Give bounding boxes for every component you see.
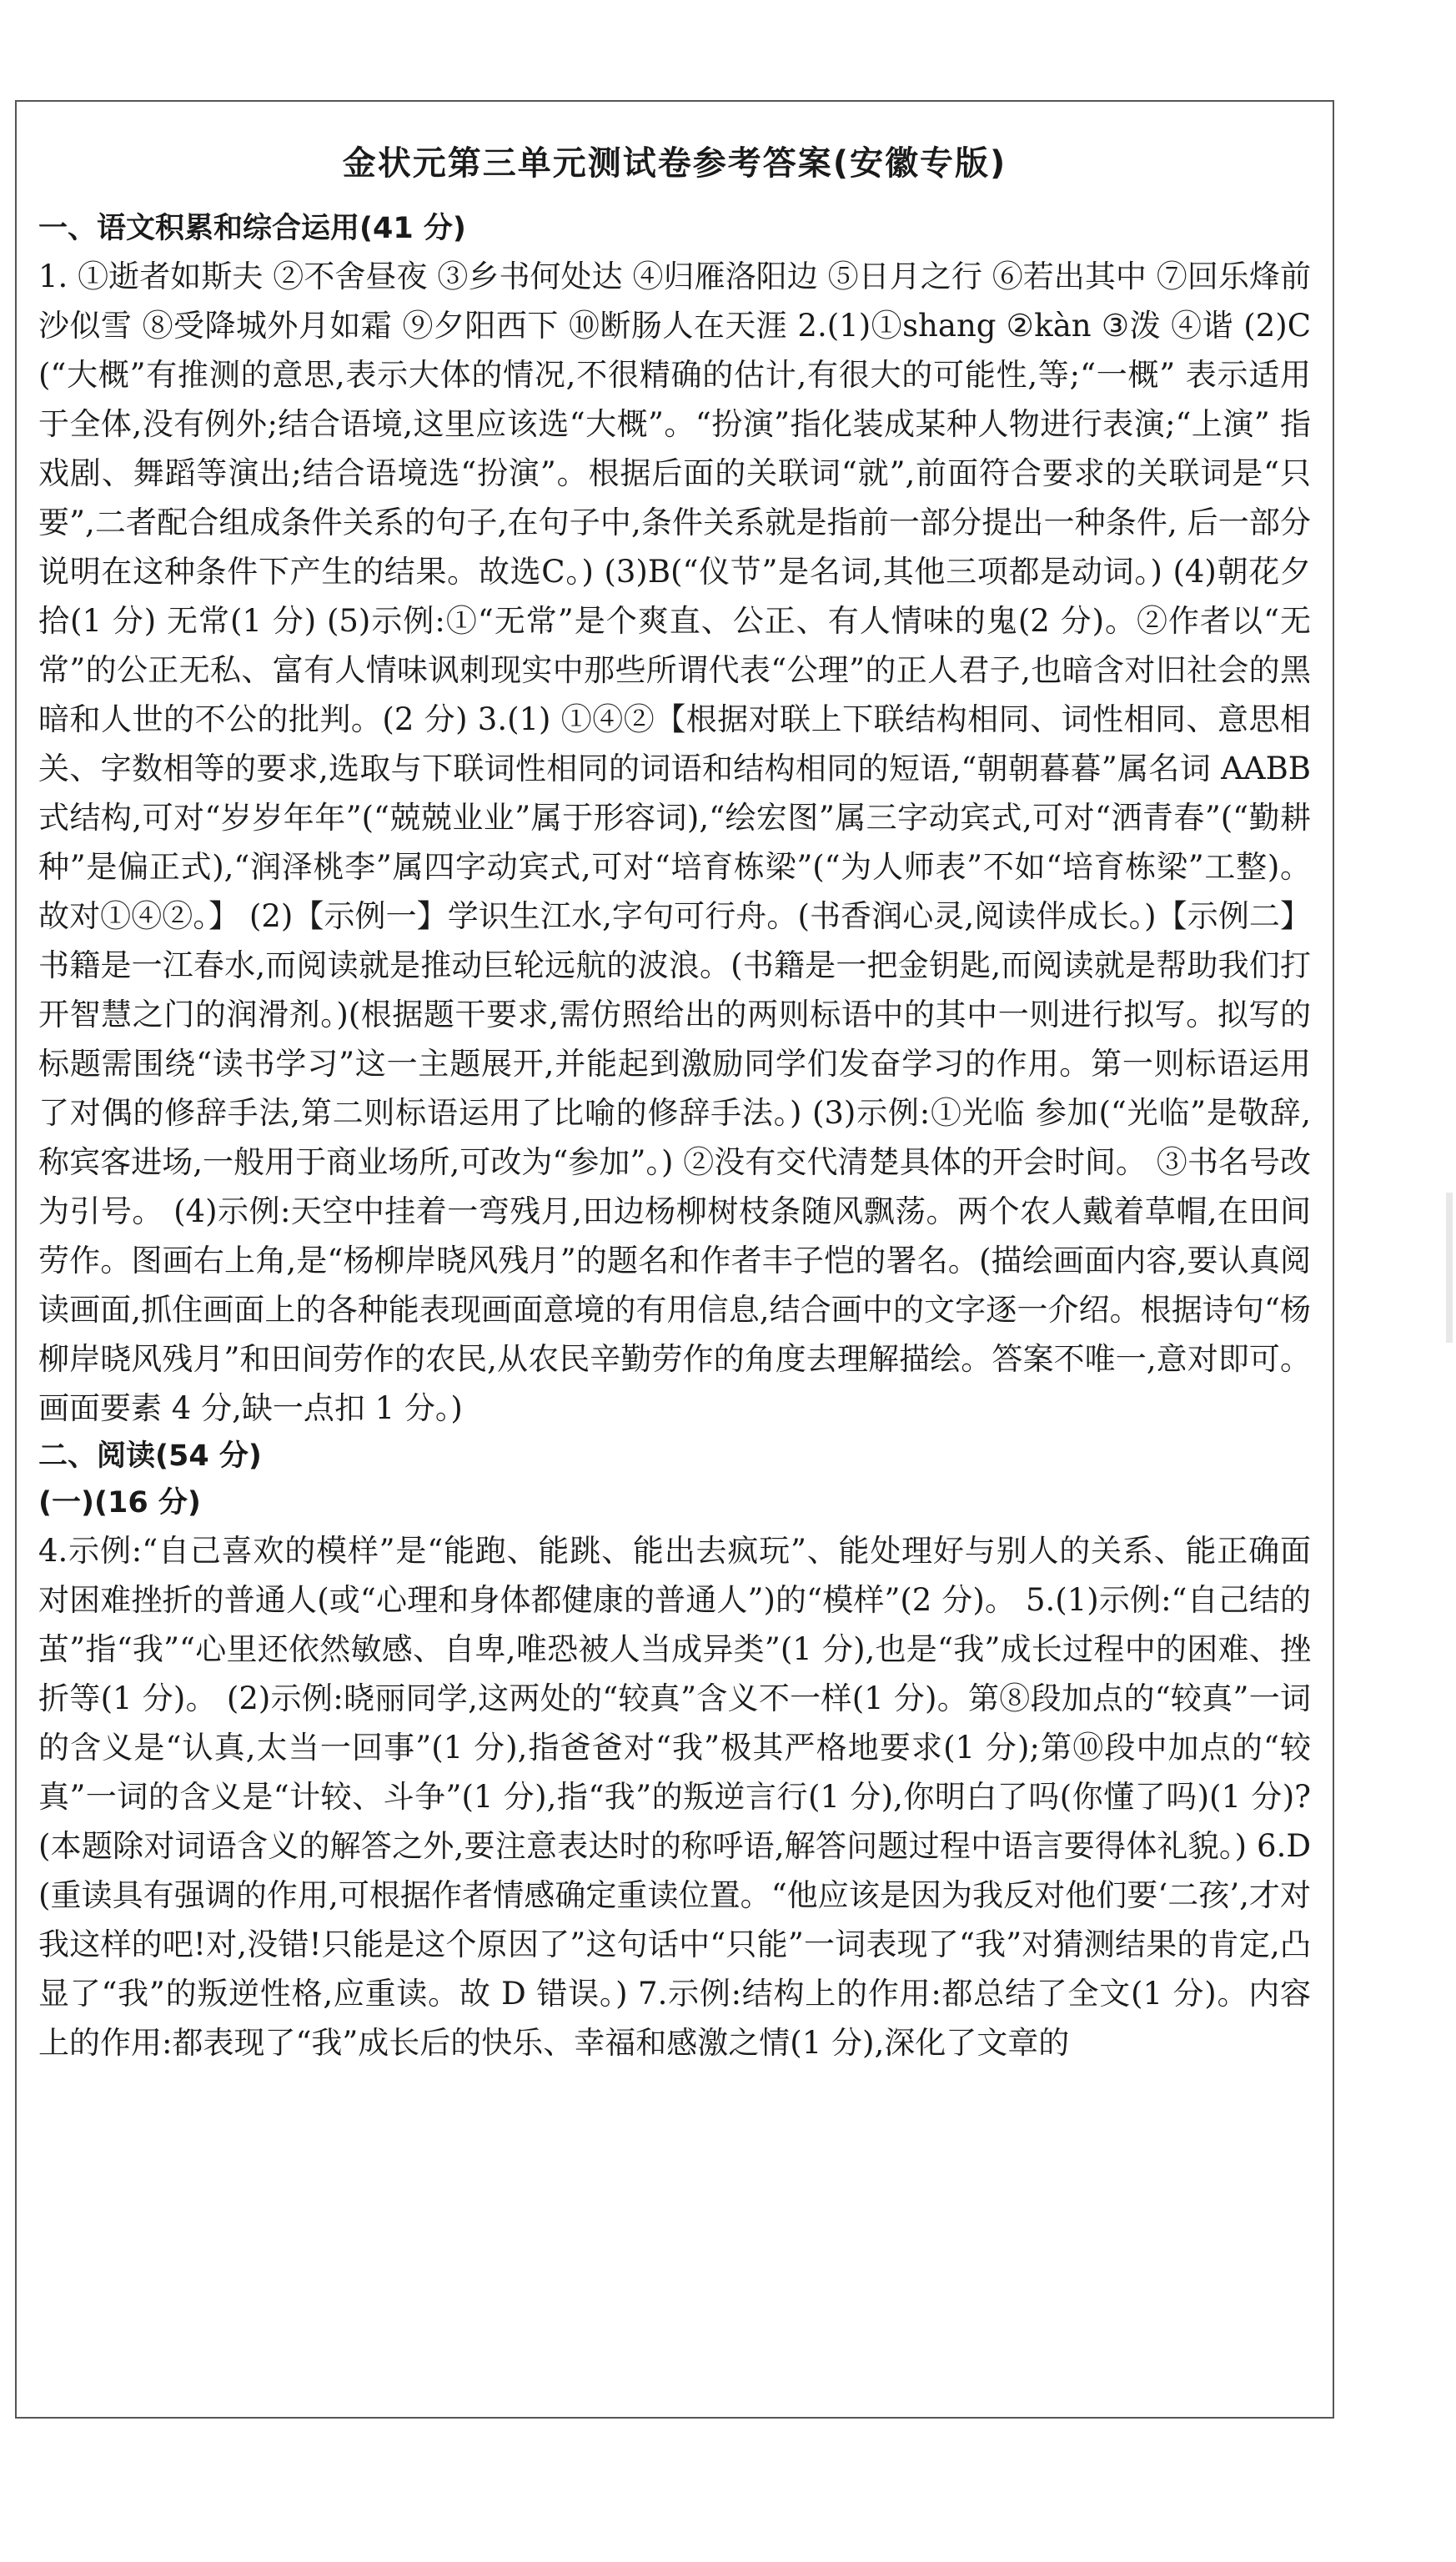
section-heading-2: 二、阅读(54 分) [38,1439,262,1473]
page-title: 金状元第三单元测试卷参考答案(安徽专版) [342,144,1007,183]
subsection-1-paragraph: 4.示例:“自己喜欢的模样”是“能跑、能跳、能出去疯玩”、能处理好与别人的关系、能正确面对困难挫折的普通人(或“心理和身体都健康的普通人”)的“模样”(2 分)。 5.(1)示例:“自己结的茧”指“我”“心里还依然敏感、自卑,唯恐被人当成异类”(1 分),也是“我”成长过程中的困难、挫折等(1 分)。 (2)示例:晓丽同学,这两处的“较真”含义不一样(1 分)。第⑧段加点的“较真”一词的含义是“认真,太当一回事”(1 分),指爸爸对“我”极其严格地要求(1 分);第⑩段中加点的“较真”一词的含义是“计较、斗争”(1 分),指“我”的叛逆言行(1 分),你明白了吗(你懂了吗)(1 分)?(本题除对词语含义的解答之外,要注意表达时的称呼语,解答问题过程中语言要得体礼貌。) 6.D(重读具有强调的作用,可根据作者情感确定重读位置。“他应该是因为我反对他们要‘二孩’,才对我这样的吧!对,没错!只能是这个原因了”这句话中“只能”一词表现了“我”对猜测结果的肯定,凸显了“我”的叛逆性格,应重读。故 D 错误。) 7.示例:结构上的作用:都总结了全文(1 分)。内容上的作用:都表现了“我”成长后的快乐、幸福和感激之情(1 分),深化了文章的 [38,1533,1311,2061]
page-edge-mark [1446,1193,1453,1343]
subsection-heading-1: (一)(16 分) [38,1486,201,1520]
answer-sheet [15,100,1334,2419]
section-1-paragraph: 1. ①逝者如斯夫 ②不舍昼夜 ③乡书何处达 ④归雁洛阳边 ⑤日月之行 ⑥若出其中 ⑦回乐烽前沙似雪 ⑧受降城外月如霜 ⑨夕阳西下 ⑩断肠人在天涯 2.(1)①shang ②kàn ③泼 ④谐 (2)C(“大概”有推测的意思,表示大体的情况,不很精确的估计,有很大的可能性,等;“一概” 表示适用于全体,没有例外;结合语境,这里应该选“大概”。“扮演”指化装成某种人物进行表演;“上演” 指戏剧、舞蹈等演出;结合语境选“扮演”。根据后面的关联词“就”,前面符合要求的关联词是“只要”,二者配合组成条件关系的句子,在句子中,条件关系就是指前一部分提出一种条件, 后一部分说明在这种条件下产生的结果。故选C。) (3)B(“仪节”是名词,其他三项都是动词。) (4)朝花夕拾(1 分) 无常(1 分) (5)示例:①“无常”是个爽直、公正、有人情味的鬼(2 分)。②作者以“无常”的公正无私、富有人情味讽刺现实中那些所谓代表“公理”的正人君子,也暗含对旧社会的黑暗和人世的不公的批判。(2 分) 3.(1) ①④②【根据对联上下联结构相同、词性相同、意思相关、字数相等的要求,选取与下联词性相同的词语和结构相同的短语,“朝朝暮暮”属名词 AABB 式结构,可对“岁岁年年”(“兢兢业业”属于形容词),“绘宏图”属三字动宾式,可对“洒青春”(“勤耕种”是偏正式),“润泽桃李”属四字动宾式,可对“培育栋梁”(“为人师表”不如“培育栋梁”工整)。故对①④②。】 (2)【示例一】学识生江水,字句可行舟。(书香润心灵,阅读伴成长。)【示例二】书籍是一江春水,而阅读就是推动巨轮远航的波浪。(书籍是一把金钥匙,而阅读就是帮助我们打开智慧之门的润滑剂。)(根据题干要求,需仿照给出的两则标语中的其中一则进行拟写。拟写的标题需围绕“读书学习”这一主题展开,并能起到激励同学们发奋学习的作用。第一则标语运用了对偶的修辞手法,第二则标语运用了比喻的修辞手法。) (3)示例:①光临 参加(“光临”是敬辞,称宾客进场,一般用于商业场所,可改为“参加”。) ②没有交代清楚具体的开会时间。 ③书名号改为引号。 (4)示例:天空中挂着一弯残月,田边杨柳树枝条随风飘荡。两个农人戴着草帽,在田间劳作。图画右上角,是“杨柳岸晓风残月”的题名和作者丰子恺的署名。(描绘画面内容,要认真阅读画面,抓住画面上的各种能表现画面意境的有用信息,结合画中的文字逐一介绍。根据诗句“杨柳岸晓风残月”和田间劳作的农民,从农民辛勤劳作的角度去理解描绘。答案不唯一,意对即可。画面要素 4 分,缺一点扣 1 分。) [38,259,1311,1426]
section-heading-1: 一、语文积累和综合运用(41 分) [38,212,466,245]
